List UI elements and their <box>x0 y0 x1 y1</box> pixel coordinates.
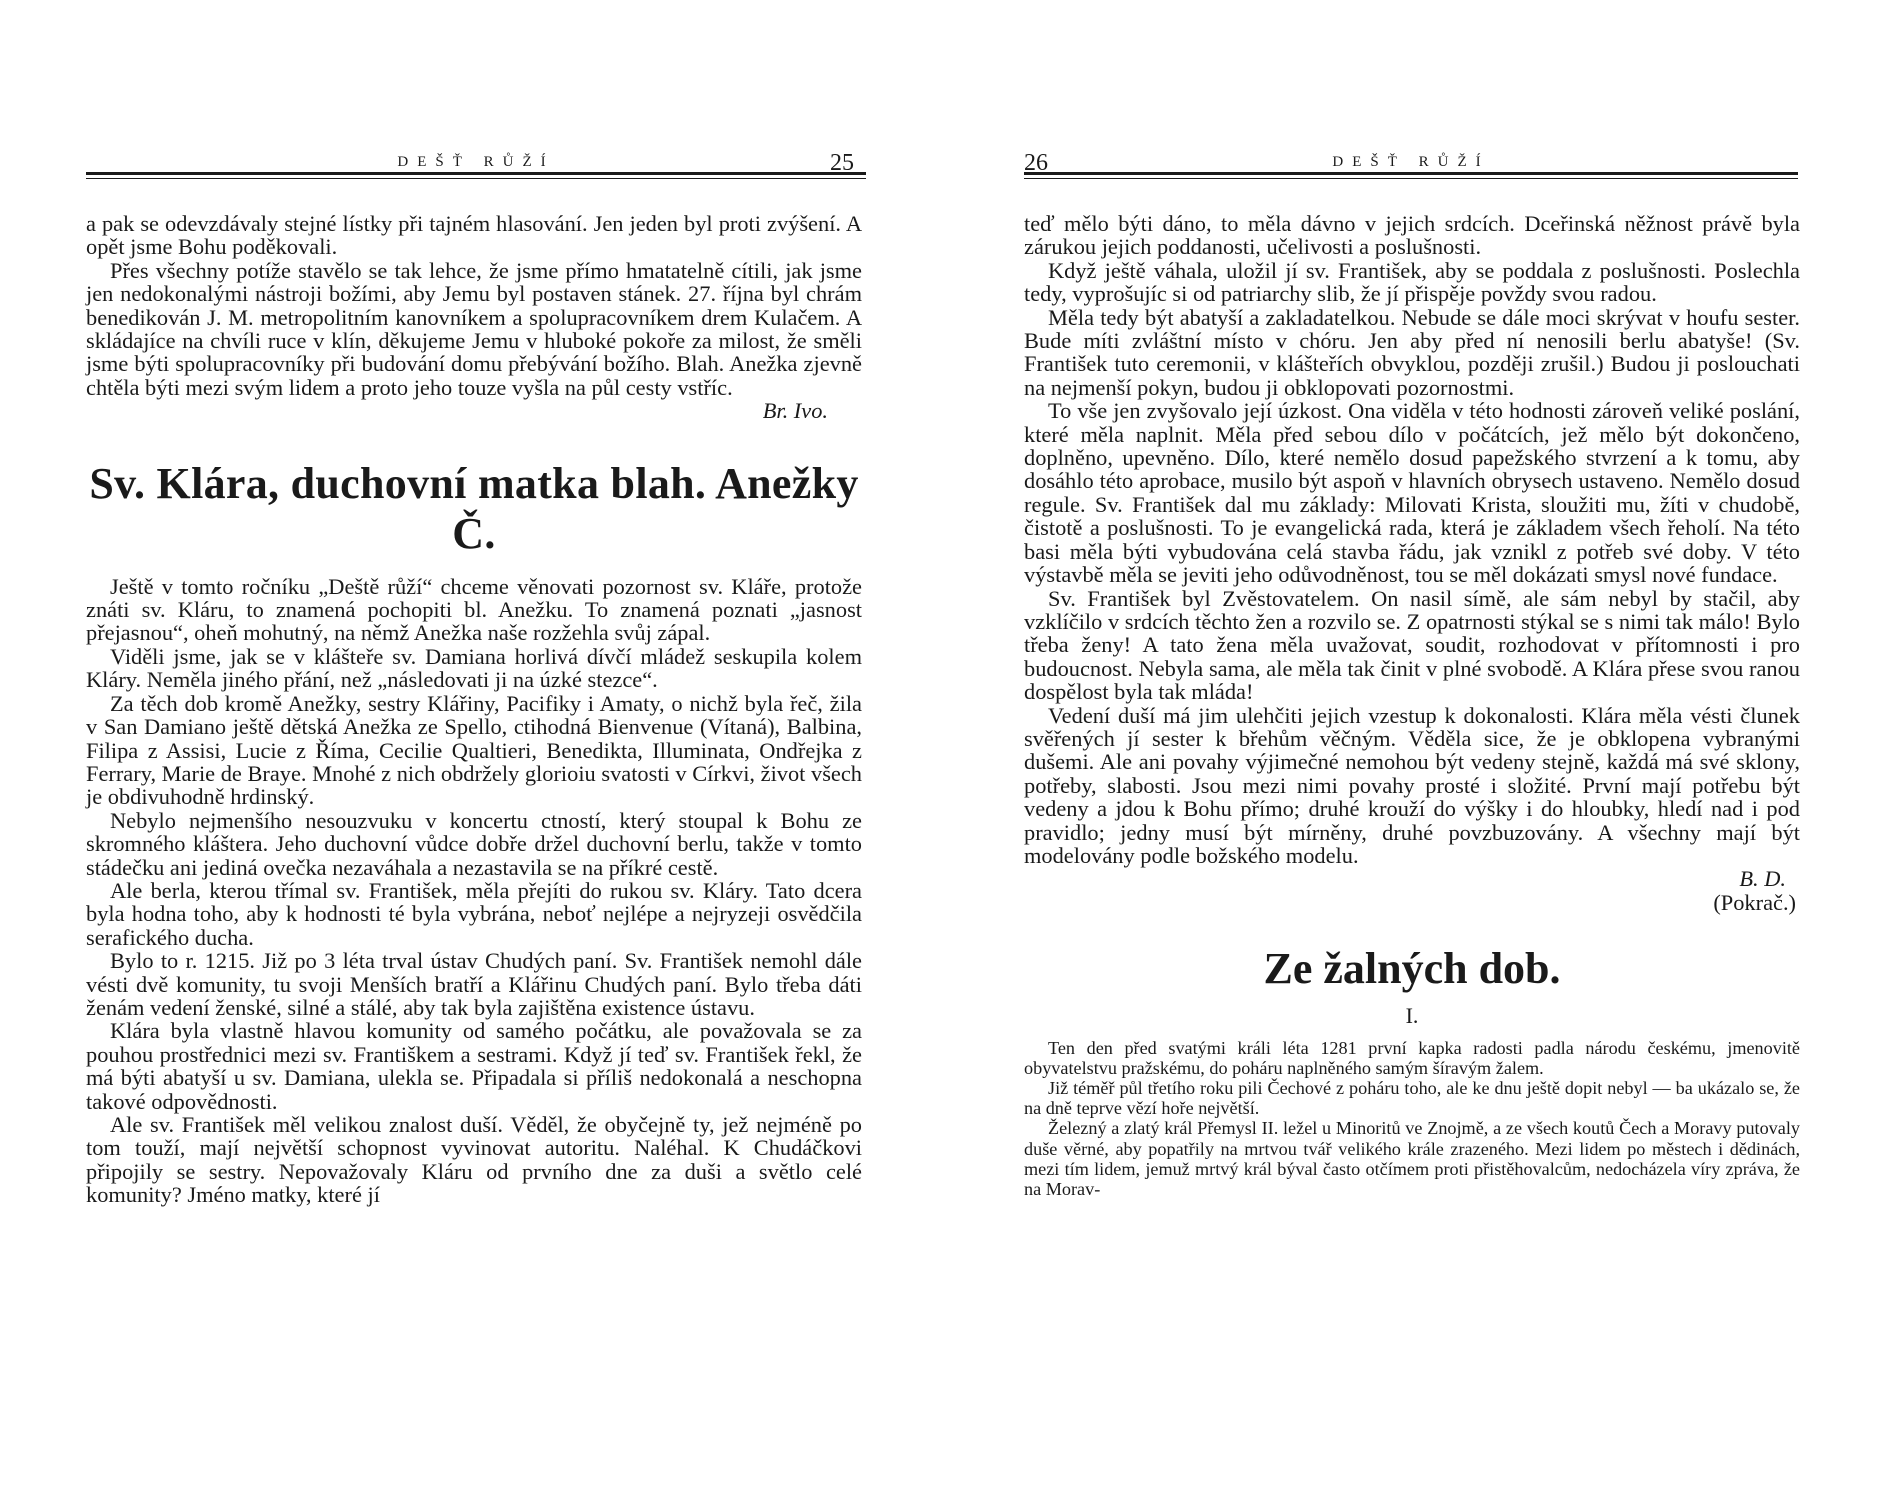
left-page <box>86 0 866 1500</box>
page-number: 25 <box>830 150 854 176</box>
paragraph: Měla tedy být abatyší a zakladatelkou. Nebude se dále moci skrývat v houfu sester. Bude míti zvláštní místo v chóru. Jen aby před ní nenosili berlu abatyše! (Sv. František tuto ceremonii, v klášteřích obvyklou, později zrušil.) Budou ji poslouchati na nejmenší pokyn, budou ji obklopovati pozornostmi. <box>1024 304 1800 400</box>
paragraph: Ještě v tomto ročníku „Deště růží“ chceme věnovati pozornost sv. Kláře, protože znáti sv. Kláru, to znamená pochopiti bl. Anežku. To znamená poznati „jasnost přejasnou“, oheň mohutný, na němž Anežka naše rozžehla svůj zápal. <box>86 573 862 646</box>
article-title: Sv. Klára, duchovní matka blah. Anežky Č. <box>89 458 859 558</box>
paragraph: Ale sv. František měl velikou znalost duší. Věděl, že obyčejně ty, jež nejméně po tom touží, mají největší schopnost vyvinovat autoritu. Naléhal. K Chudáčkovi připojily se sestry. Nepovažovaly Kláru od prvního dne za duši a světlo celé komunity? Jméno matky, které jí <box>86 1112 862 1208</box>
paragraph: Přes všechny potíže stavělo se tak lehce, že jsme přímo hmatatelně cítili, jak jsme jen nedokonalými nástroji božími, aby Jemu byl postaven stánek. 27. října byl chrám benedikován J. M. metropolitním kanovníkem a spolupracovníkem drem Kulačem. A skládajíce na chvíli ruce v klín, děkujeme Jemu v hluboké pokoře za milost, že směli jsme býti spolupracovníky při budování domu přebývání božího. Blah. Anežka zjevně chtěla býti mezi svým lidem a proto jeho touze vyšla na půl cesty vstříc. <box>86 257 862 400</box>
right-page <box>1024 0 1798 1500</box>
signature: B. D. <box>1739 866 1786 892</box>
paragraph: Když ještě váhala, uložil jí sv. František, aby se poddala z poslušnosti. Poslechla tedy, vyprošujíc si od patriarchy slib, že jí přispěje povždy svou radou. <box>1024 257 1800 307</box>
paragraph: Viděli jsme, jak se v klášteře sv. Damiana horlivá dívčí mládež seskupila kolem Kláry. Neměla jiného přání, než „následovati ji na úzké stezce“. <box>86 643 862 693</box>
header-rule <box>1024 172 1798 179</box>
section-number: I. <box>1405 1003 1419 1029</box>
left-body-text <box>86 212 862 1207</box>
paragraph: Vedení duší má jim ulehčiti jejich vzestup k dokonalosti. Klára měla vésti člunek svěřených jí sester k břehům věčným. Věděla sice, že je obklopena vybranými dušemi. Ale ani povahy výjimečné nemohou být vedeny stejně, každá má své sklony, potřeby, slabosti. Jsou mezi nimi povahy prosté i složité. První mají potřebu být vedeny a jdou k Bohu přímo; druhé krouží do výšky i do hloubky, hledí nad i pod pravidlo; jedny musí být mírněny, druhé povzbuzovány. A všechny mají být modelovány podle božského modelu. <box>1024 702 1800 868</box>
running-title: DEŠŤ RŮŽÍ <box>1332 154 1490 170</box>
header-rule <box>86 172 866 179</box>
paragraph: To vše jen zvyšovalo její úzkost. Ona viděla v této hodnosti zároveň veliké poslání, které měla naplnit. Měla před sebou dílo v počátcích, jež mělo být dokončeno, doplněno, upevněno. Dílo, které nemělo dosud papežského stvrzení a k tomu, aby dosáhlo této aprobace, musilo být aspoň v hlavních obrysech ustaveno. Nemělo dosud regule. Sv. František dal mu základy: Milovati Krista, sloužiti mu, žíti v chudobě, čistotě a poslušnosti. To je evangelická rada, která je základem všech řeholí. Na této basi měla býti vybudována celá stavba řádu, jak vznikl z potřeb své doby. V této výstavbě měla se jeviti jeho odůvodněnost, tou se měl dokázati smysl nové fundace. <box>1024 398 1800 588</box>
paragraph: Již téměř půl třetího roku pili Čechové z poháru toho, ale ke dnu ještě dopit nebyl — ba ukázalo se, že na dně teprve vězí hoře největší. <box>1024 1078 1800 1119</box>
paragraph: Ten den před svatými králi léta 1281 první kapka radosti padla národu českému, jmenovitě obyvatelstvu pražskému, do poháru naplněného samým šíravým žalem. <box>1024 1037 1800 1078</box>
paragraph: Klára byla vlastně hlavou komunity od samého počátku, ale považovala se za pouhou prostřednici mezi sv. Františkem a sestrami. Když jí teď sv. František řekl, že má býti abatyší u sv. Damiana, ulekla se. Připadala si příliš nedokonalá a neschopna takové odpovědnosti. <box>86 1018 862 1114</box>
paragraph: a pak se odevzdávaly stejné lístky při tajném hlasování. Jen jeden byl proti zvýšení. A opět jsme Bohu poděkovali. <box>86 211 862 260</box>
paragraph: Bylo to r. 1215. Již po 3 léta trval ústav Chudých paní. Sv. František nemohl dále vésti dvě komunity, tu svoji Menších bratří a Klářinu Chudých paní. Bylo třeba dáti ženám vedení ženské, silné a stálé, aby tak byla zajištěna existence ústavu. <box>86 948 862 1020</box>
page-number: 26 <box>1024 150 1048 176</box>
continued-note: (Pokrač.) <box>1713 889 1796 915</box>
paragraph: teď mělo býti dáno, to měla dávno v jejich srdcích. Dceřinská něžnost právě byla zárukou jejich poddanosti, učelivosti a poslušnosti. <box>1024 211 1800 260</box>
paragraph: Sv. František byl Zvěstovatelem. On nasil símě, ale sám nebyl by stačil, aby vzklíčilo v srdcích těchto žen a rozvilo se. Z opatrnosti stýkal se s nimi tak málo! Bylo třeba ženy! A tato žena měla uvažovat, soudit, rozhodovat v přítomnosti i pro budoucnost. Nebyla sama, ale měla tak činit v plné svobodě. A Klára přese svou ranou dospělost byla tak mláda! <box>1024 585 1800 705</box>
signature: Br. Ivo. <box>762 398 828 424</box>
right-body-text <box>1024 212 1800 1199</box>
section-title: Ze žalných dob. <box>1263 944 1561 994</box>
paragraph: Ale berla, kterou třímal sv. František, měla přejíti do rukou sv. Kláry. Tato dcera byla hodna toho, aby k hodnosti té byla vybrána, neboť nejlépe a nejryzeji osvědčila serafického ducha. <box>86 877 862 950</box>
paragraph: Železný a zlatý král Přemysl II. ležel u Minoritů ve Znojmě, a ze všech koutů Čech a Moravy putovaly duše věrné, aby popatřily na mrtvou tvář velikého krále zrazeného. Mezi lidem po městech i dědinách, mezi tím lidem, jemuž mrtvý král býval často otčímem proti přistěhovalcům, nedocházela víry zpráva, že na Morav- <box>1024 1118 1800 1200</box>
running-title: DEŠŤ RŮŽÍ <box>397 154 555 170</box>
paragraph: Za těch dob kromě Anežky, sestry Klářiny, Pacifiky i Amaty, o nichž byla řeč, žila v San Damiano ještě dětská Anežka ze Spello, ctihodná Bienvenue (Vítaná), Balbina, Filipa z Assisi, Lucie z Říma, Cecilie Qualtieri, Benedikta, Illuminata, Ondřejka z Ferrary, Marie de Braye. Mnohé z nich obdržely glorioiu svatosti v Církvi, život všech je obdivuhodně hrdinský. <box>86 690 862 810</box>
paragraph: Nebylo nejmenšího nesouzvuku v koncertu ctností, který stoupal k Bohu ze skromného kláštera. Jeho duchovní vůdce dobře držel duchovní berlu, takže v tomto stádečku ani jediná ovečka nezaváhala a nezastavila se na příkré cestě. <box>86 807 862 880</box>
small-text-block <box>1024 1038 1800 1200</box>
